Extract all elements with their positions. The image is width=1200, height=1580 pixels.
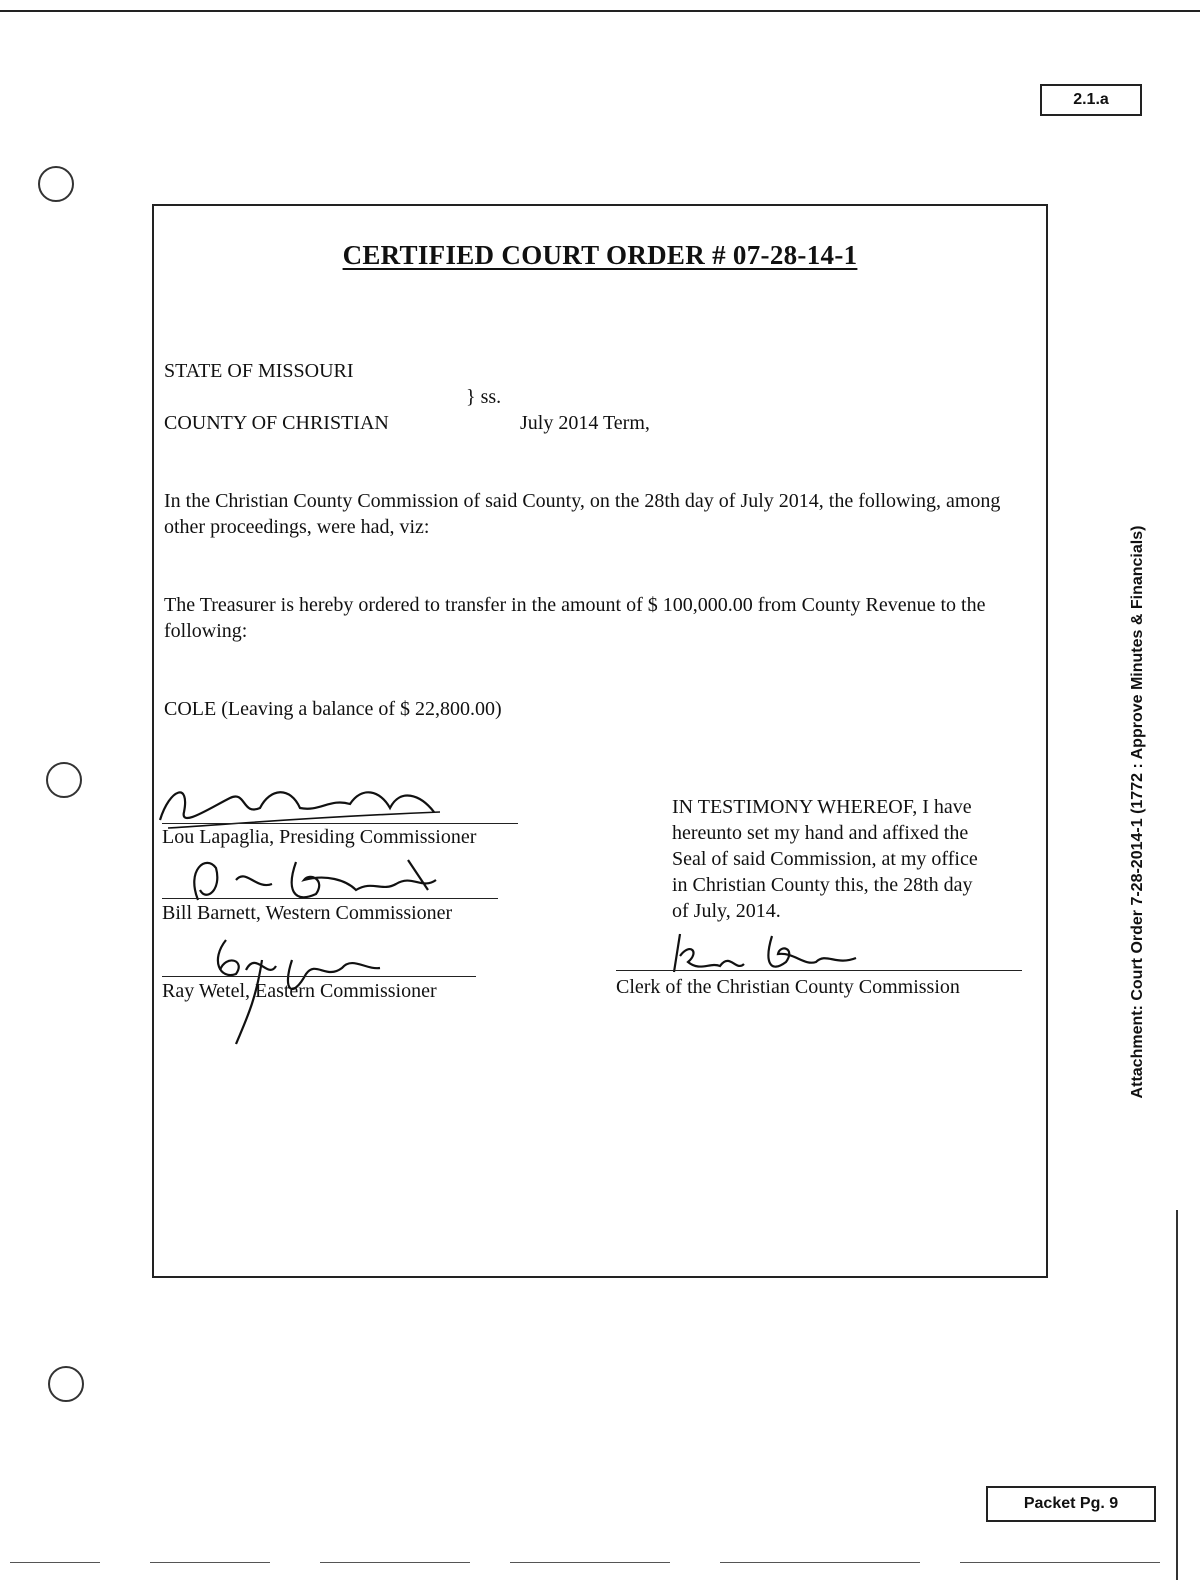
- item-number-tag: 2.1.a: [1040, 84, 1142, 116]
- testimony-line-1: IN TESTIMONY WHEREOF, I have: [672, 796, 972, 818]
- testimony-line-2: hereunto set my hand and affixed the: [672, 822, 969, 844]
- scan-right-edge: [1176, 1210, 1178, 1580]
- clerk-signature-line: [616, 970, 1022, 971]
- bottom-scan-dash: [510, 1562, 670, 1563]
- bill-signature-line: [162, 898, 498, 899]
- ray-label: Ray Wetel, Eastern Commissioner: [162, 980, 437, 1002]
- term-line: July 2014 Term,: [520, 412, 650, 434]
- allocation-line: COLE (Leaving a balance of $ 22,800.00): [164, 698, 502, 720]
- bottom-scan-dash: [150, 1562, 270, 1563]
- county-line: COUNTY OF CHRISTIAN: [164, 412, 389, 434]
- ss-bracket: } ss.: [466, 386, 502, 408]
- punch-hole-middle: [46, 762, 82, 798]
- scan-top-edge: [0, 10, 1200, 12]
- order-title: [152, 240, 1048, 271]
- testimony-line-3: Seal of said Commission, at my office: [672, 848, 978, 870]
- order-title-text: CERTIFIED COURT ORDER # 07-28-14-1: [342, 240, 858, 270]
- punch-hole-bottom: [48, 1366, 84, 1402]
- bill-label: Bill Barnett, Western Commissioner: [162, 902, 453, 924]
- bottom-scan-dash: [320, 1562, 470, 1563]
- punch-hole-top: [38, 166, 74, 202]
- clerk-label: Clerk of the Christian County Commission: [616, 976, 960, 998]
- bottom-scan-dash: [10, 1562, 100, 1563]
- ray-signature-line: [162, 976, 476, 977]
- bottom-scan-dash: [720, 1562, 920, 1563]
- testimony-line-4: in Christian County this, the 28th day: [672, 874, 973, 896]
- testimony-line-5: of July, 2014.: [672, 900, 781, 922]
- clerk-signature-mark: [660, 922, 880, 982]
- lou-label: Lou Lapaglia, Presiding Commissioner: [162, 826, 477, 848]
- state-line: STATE OF MISSOURI: [164, 360, 354, 382]
- packet-page-tag: Packet Pg. 9: [986, 1486, 1156, 1522]
- attachment-side-text: Attachment: Court Order 7-28-2014-1 (1772 : Approve Minutes & Financials): [1129, 525, 1146, 1099]
- transfer-paragraph: The Treasurer is hereby ordered to transfer in the amount of $ 100,000.00 from County Revenue to the following:: [164, 594, 986, 642]
- bottom-scan-dash: [960, 1562, 1160, 1563]
- intro-paragraph: In the Christian County Commission of said County, on the 28th day of July 2014, the following, among other proceedings, were had, viz:: [164, 490, 1001, 538]
